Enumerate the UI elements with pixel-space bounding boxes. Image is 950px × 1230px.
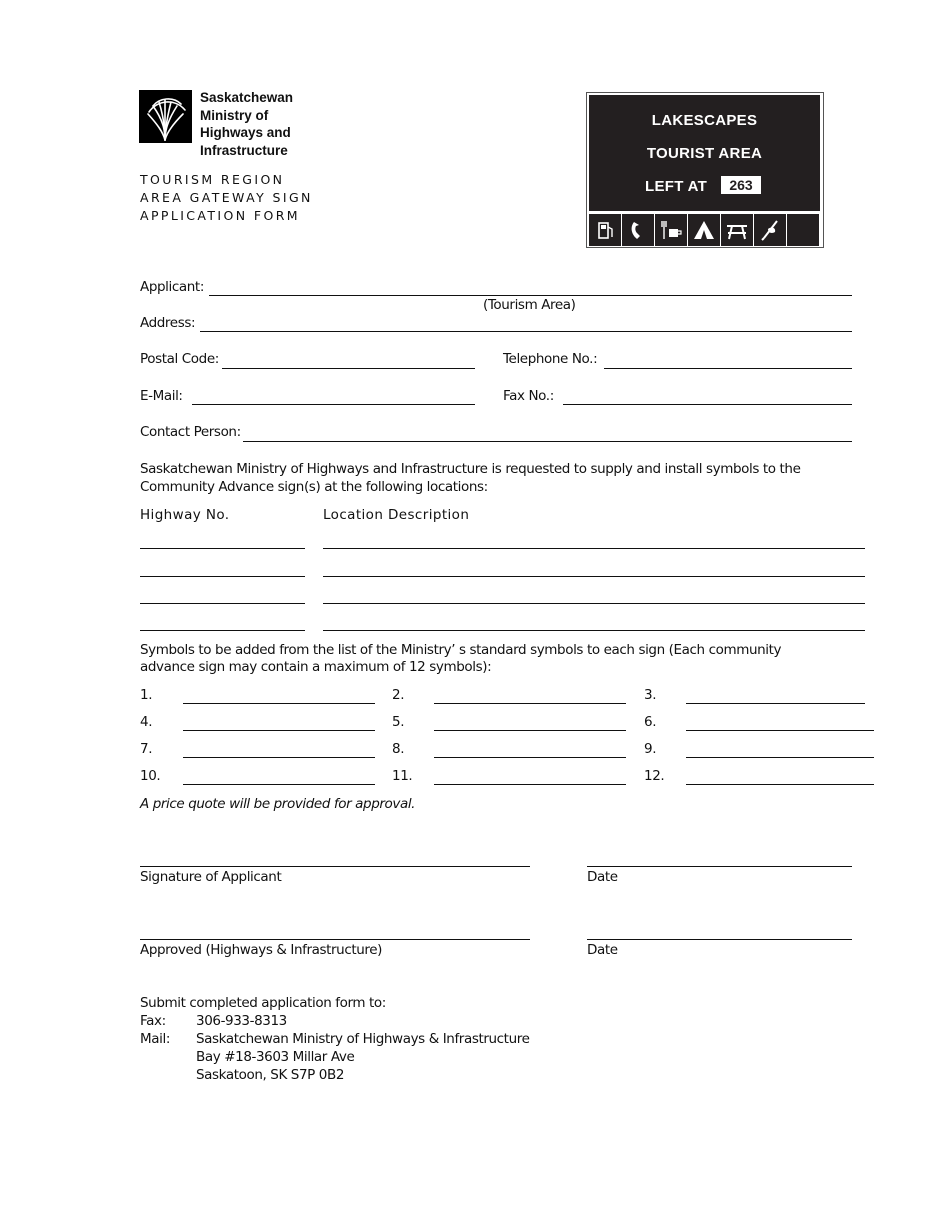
price-quote-note: A price quote will be provided for approval.: [140, 796, 416, 812]
sign-line-2: TOURIST AREA: [646, 145, 763, 162]
symbol-input-1[interactable]: [183, 703, 375, 704]
applicant-input[interactable]: [209, 295, 852, 296]
symbols-intro-line-2: advance sign may contain a maximum of 12 symbols):: [140, 659, 492, 675]
sign-line-1: LAKESCAPES: [651, 112, 758, 129]
fax-label: Fax No.:: [503, 388, 554, 404]
email-input[interactable]: [192, 404, 475, 405]
date-label-2: Date: [587, 942, 618, 958]
ministry-line: Ministry of: [200, 107, 269, 123]
symbol-number: 10.: [140, 768, 161, 784]
approval-date-input[interactable]: [587, 939, 852, 940]
ministry-name: [200, 89, 293, 159]
ministry-line: Saskatchewan: [200, 90, 294, 105]
picnic-icon: [721, 214, 753, 246]
symbol-number: 7.: [140, 741, 153, 757]
postal-code-label: Postal Code:: [140, 351, 219, 367]
location-input-2[interactable]: [323, 576, 865, 577]
symbol-input-4[interactable]: [183, 730, 375, 731]
sign-line-3: LEFT AT: [645, 178, 708, 195]
symbol-input-3[interactable]: [686, 703, 865, 704]
phone-icon: [622, 214, 654, 246]
highway-input-3[interactable]: [140, 603, 305, 604]
symbol-number: 4.: [140, 714, 153, 730]
signature-of-applicant-label: Signature of Applicant: [140, 869, 282, 885]
mail-address-line-2: Bay #18-3603 Millar Ave: [196, 1049, 355, 1065]
address-input[interactable]: [200, 331, 852, 332]
address-label: Address:: [140, 315, 196, 331]
mail-address-line-3: Saskatoon, SK S7P 0B2: [196, 1067, 345, 1083]
ministry-line: Highways and: [200, 125, 291, 140]
highway-input-2[interactable]: [140, 576, 305, 577]
telephone-label: Telephone No.:: [503, 351, 598, 367]
telephone-input[interactable]: [604, 368, 852, 369]
symbol-input-8[interactable]: [434, 757, 626, 758]
symbol-input-10[interactable]: [183, 784, 375, 785]
symbol-input-2[interactable]: [434, 703, 626, 704]
locations-intro-line-2: Community Advance sign(s) at the following locations:: [140, 479, 488, 495]
fax-number: 306-933-8313: [196, 1013, 287, 1029]
locations-intro-line-1: Saskatchewan Ministry of Highways and Infrastructure is requested to supply and install symbols to the: [140, 461, 801, 477]
symbol-input-9[interactable]: [686, 757, 874, 758]
email-label: E-Mail:: [140, 388, 183, 404]
symbol-number: 11.: [392, 768, 413, 784]
fishing-icon: [754, 214, 786, 246]
contact-person-input[interactable]: [243, 441, 852, 442]
route-shield: 263: [721, 176, 761, 194]
form-title-line: TOURISM REGION: [140, 172, 285, 187]
approved-label: Approved (Highways & Infrastructure): [140, 942, 383, 958]
location-input-4[interactable]: [323, 630, 865, 631]
fax-heading-label: Fax:: [140, 1013, 166, 1029]
highway-input-4[interactable]: [140, 630, 305, 631]
symbol-input-5[interactable]: [434, 730, 626, 731]
symbol-input-12[interactable]: [686, 784, 874, 785]
symbol-number: 12.: [644, 768, 665, 784]
symbol-number: 8.: [392, 741, 405, 757]
symbol-input-6[interactable]: [686, 730, 874, 731]
mail-label: Mail:: [140, 1031, 170, 1047]
form-title: [140, 171, 313, 225]
fax-input[interactable]: [563, 404, 852, 405]
symbol-input-11[interactable]: [434, 784, 626, 785]
location-input-3[interactable]: [323, 603, 865, 604]
contact-person-label: Contact Person:: [140, 424, 241, 440]
highway-column-header: Highway No.: [140, 507, 230, 523]
mail-address-line-1: Saskatchewan Ministry of Highways & Infrastructure: [196, 1031, 530, 1047]
symbol-number: 2.: [392, 687, 405, 703]
postal-code-input[interactable]: [222, 368, 475, 369]
form-title-line: APPLICATION FORM: [140, 208, 300, 223]
location-column-header: Location Description: [323, 507, 470, 523]
form-title-line: AREA GATEWAY SIGN: [140, 190, 313, 205]
tourism-area-note: (Tourism Area): [483, 297, 576, 313]
location-input-1[interactable]: [323, 548, 865, 549]
food-icon: [655, 214, 687, 246]
ministry-line: Infrastructure: [200, 142, 288, 158]
submit-heading: Submit completed application form to:: [140, 995, 386, 1011]
symbol-number: 3.: [644, 687, 657, 703]
applicant-label: Applicant:: [140, 279, 204, 295]
blank-symbol: [787, 214, 819, 246]
symbol-number: 1.: [140, 687, 153, 703]
symbol-number: 9.: [644, 741, 657, 757]
fuel-icon: [589, 214, 621, 246]
approval-signature-input[interactable]: [140, 939, 530, 940]
symbol-number: 6.: [644, 714, 657, 730]
date-label-1: Date: [587, 869, 618, 885]
highway-input-1[interactable]: [140, 548, 305, 549]
applicant-signature-input[interactable]: [140, 866, 530, 867]
gateway-sign: [589, 95, 820, 211]
symbol-number: 5.: [392, 714, 405, 730]
ministry-logo-icon: [139, 90, 192, 143]
applicant-date-input[interactable]: [587, 866, 852, 867]
camping-icon: [688, 214, 720, 246]
symbol-input-7[interactable]: [183, 757, 375, 758]
symbols-intro-line-1: Symbols to be added from the list of the Ministry’ s standard symbols to each sign (Each community: [140, 642, 782, 658]
